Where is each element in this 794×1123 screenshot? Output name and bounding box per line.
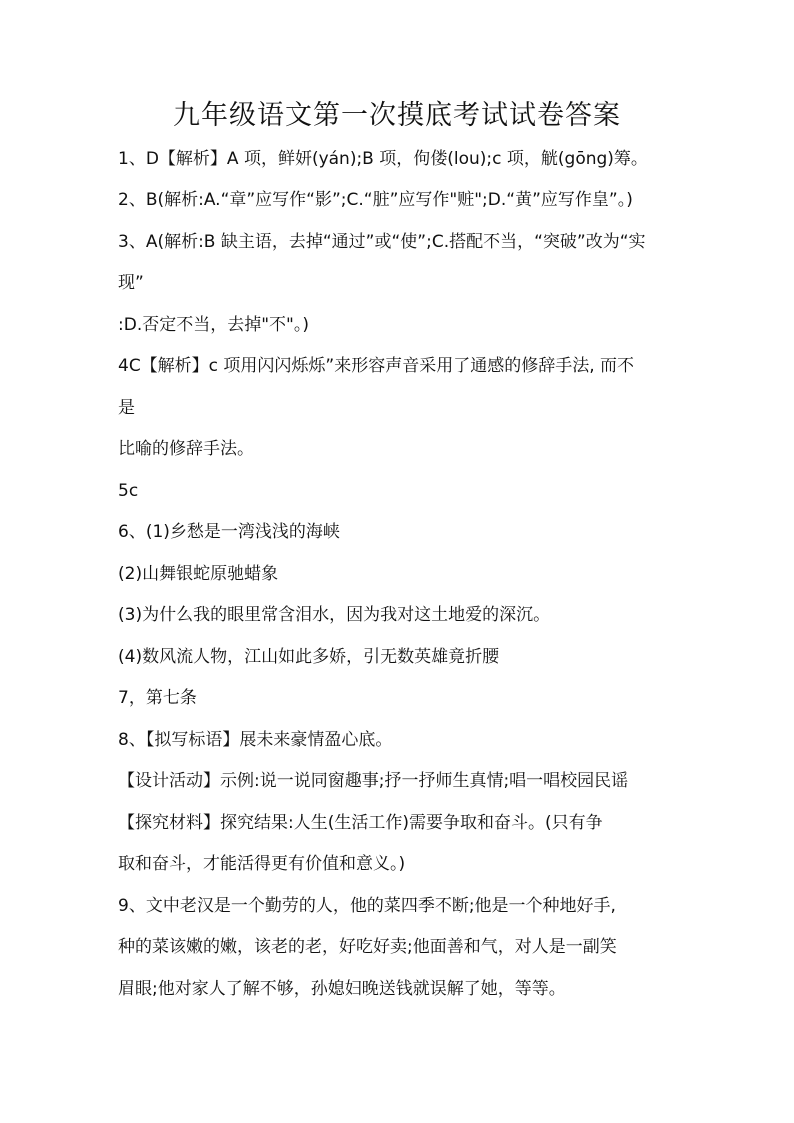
- answer-line-9-cont-2: 眉眼;他对家人了解不够，孙媳妇晚送钱就误解了她，等等。: [118, 979, 566, 999]
- answer-line-3: 3、A(解析:B 缺主语，去掉“通过”或“使”;C.搭配不当，“突破”改为“实: [118, 232, 646, 252]
- answer-line-7: 7，第七条: [118, 688, 197, 708]
- answer-line-1: 1、D【解析】A 项，鲜妍(yán);B 项，佝偻(lou);c 项，觥(gōng)筹。: [118, 149, 648, 169]
- answer-line-8-material-cont: 取和奋斗，才能活得更有价值和意义。): [118, 854, 406, 874]
- answer-line-9: 9、文中老汉是一个勤劳的人，他的菜四季不断;他是一个种地好手,: [118, 896, 616, 916]
- answer-line-8-material: 【探究材料】探究结果:人生(生活工作)需要争取和奋斗。(只有争: [118, 813, 603, 833]
- answer-line-8-activity: 【设计活动】示例:说一说同窗趣事;抒一抒师生真情;唱一唱校园民谣: [118, 771, 629, 791]
- answer-line-6-2: (2)山舞银蛇原驰蜡象: [118, 564, 279, 584]
- answer-line-9-cont: 种的菜该嫩的嫩，该老的老，好吃好卖;他面善和气，对人是一副笑: [118, 937, 617, 957]
- answer-line-2: 2、B(解析:A.“章”应写作“影”;C.“脏”应写作"赃";D.“黄”应写作皇”。): [118, 190, 633, 210]
- answer-line-6-4: (4)数风流人物，江山如此多娇，引无数英雄竟折腰: [118, 647, 500, 667]
- answer-line-8: 8、【拟写标语】展未来豪情盈心底。: [118, 730, 393, 750]
- answer-line-4-cont: 是: [118, 398, 135, 418]
- answer-line-6-1: 6、(1)乡愁是一湾浅浅的海峡: [118, 522, 340, 542]
- answer-line-5: 5c: [118, 481, 139, 501]
- answer-line-4: 4C【解析】c 项用闪闪烁烁”来形容声音采用了通感的修辞手法, 而不: [118, 356, 635, 376]
- answer-line-6-3: (3)为什么我的眼里常含泪水，因为我对这土地爱的深沉。: [118, 605, 551, 625]
- page-title: 九年级语文第一次摸底考试试卷答案: [173, 100, 621, 131]
- answer-line-3-cont: 现”: [118, 273, 144, 293]
- answer-line-4-cont-2: 比喻的修辞手法。: [118, 439, 254, 459]
- answer-line-3-cont-2: :D.否定不当，去掉"不"。): [118, 315, 309, 335]
